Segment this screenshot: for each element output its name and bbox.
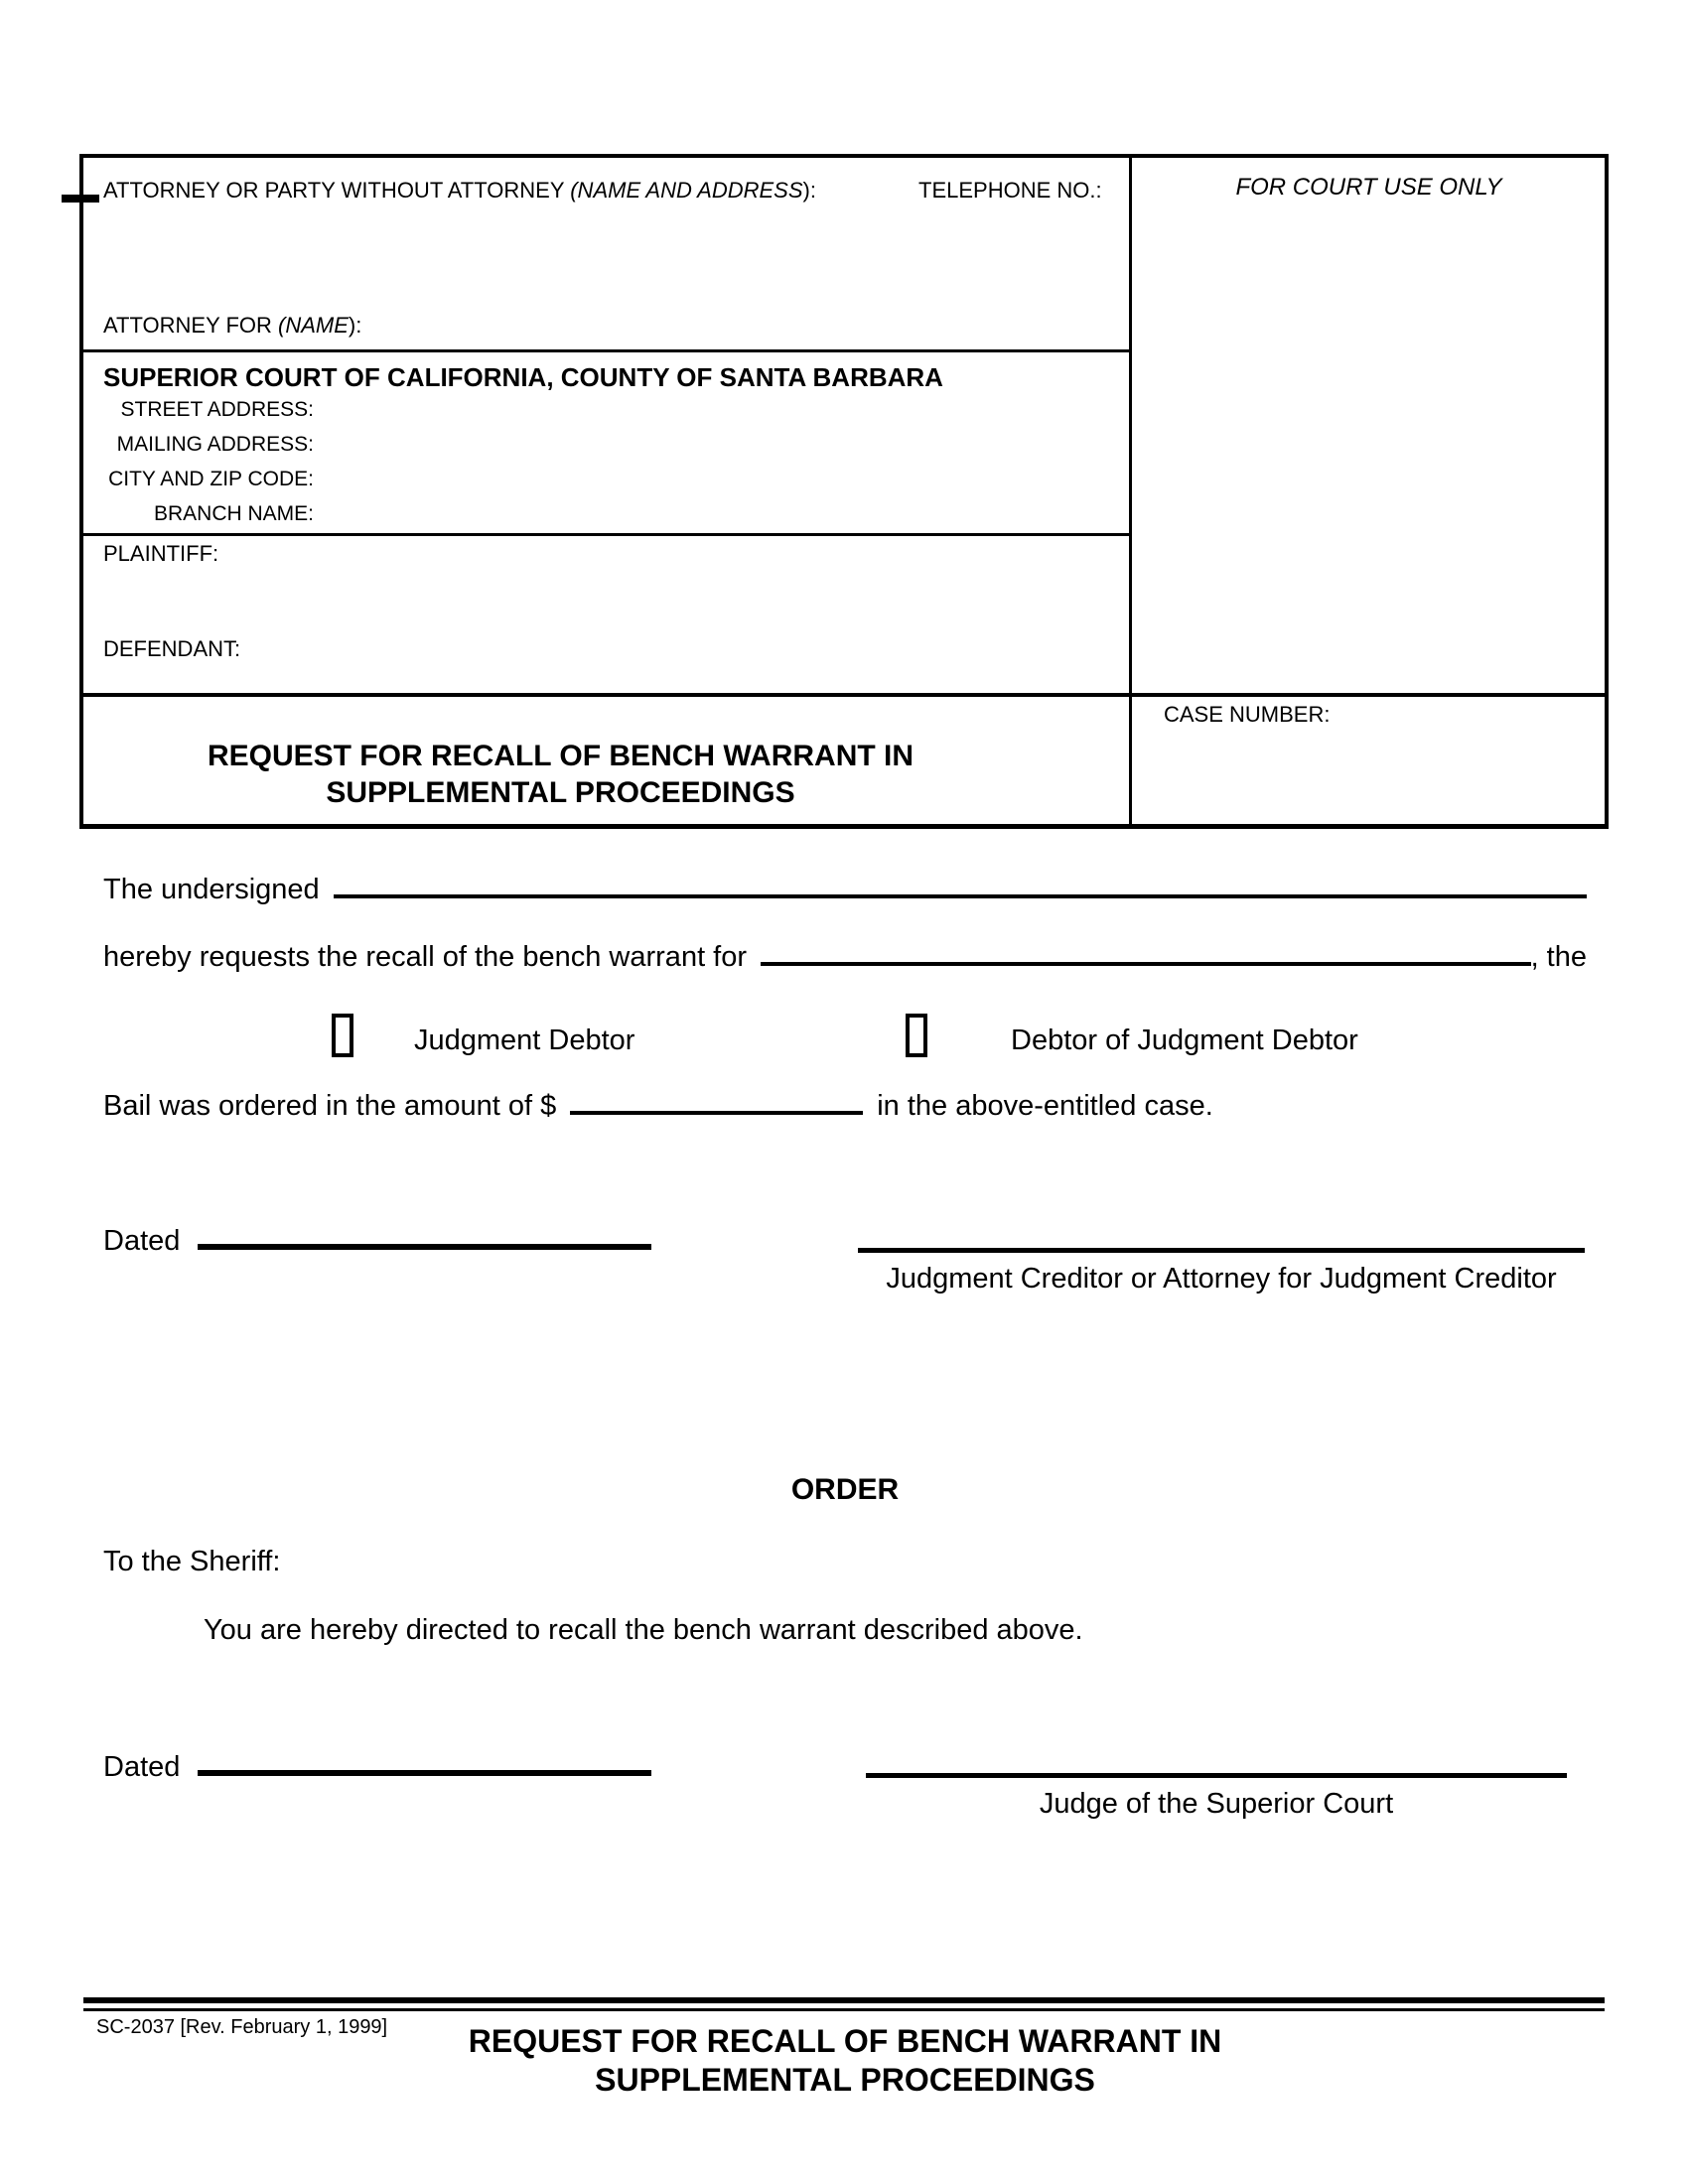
request-line bbox=[103, 941, 1587, 974]
bail-amount-blank-field[interactable] bbox=[570, 1111, 863, 1115]
attorney-for-label bbox=[103, 313, 361, 339]
case-number-label: CASE NUMBER: bbox=[1164, 702, 1331, 727]
directive-line: You are hereby directed to recall the bench warrant described above. bbox=[204, 1614, 1083, 1646]
warrant-name-blank-field[interactable] bbox=[761, 962, 1531, 966]
caption-title-line2: SUPPLEMENTAL PROCEEDINGS bbox=[326, 776, 795, 809]
attorney-label-text: ATTORNEY OR PARTY WITHOUT ATTORNEY bbox=[103, 178, 571, 203]
city-zip-label: CITY AND ZIP CODE: bbox=[108, 468, 314, 490]
bail-suffix: in the above-entitled case. bbox=[877, 1090, 1213, 1122]
footer-title-line2: SUPPLEMENTAL PROCEEDINGS bbox=[595, 2062, 1095, 2098]
attorney-for-suffix: ): bbox=[348, 313, 362, 338]
request-suffix: , the bbox=[1530, 941, 1587, 973]
undersigned-line bbox=[103, 874, 1587, 906]
dated-line-1 bbox=[103, 1225, 651, 1258]
caption-title-line1: REQUEST FOR RECALL OF BENCH WARRANT IN bbox=[207, 740, 914, 772]
date-blank-field-2[interactable] bbox=[198, 1770, 651, 1776]
court-party-divider bbox=[83, 533, 1129, 536]
attorney-for-text: ATTORNEY FOR bbox=[103, 313, 279, 338]
plaintiff-field[interactable] bbox=[222, 539, 1106, 609]
undersigned-blank-field[interactable] bbox=[334, 894, 1587, 898]
attorney-court-divider bbox=[83, 349, 1129, 352]
bail-line bbox=[103, 1090, 1213, 1123]
attorney-name-field[interactable] bbox=[103, 215, 1106, 311]
street-address-label: STREET ADDRESS: bbox=[120, 398, 314, 421]
caption-title bbox=[83, 738, 1129, 811]
column-divider bbox=[1129, 158, 1132, 824]
judgment-debtor-label: Judgment Debtor bbox=[414, 1024, 635, 1056]
signature-caption-2: Judge of the Superior Court bbox=[1039, 1788, 1394, 1820]
plaintiff-label: PLAINTIFF: bbox=[103, 541, 219, 566]
footer-rule-top bbox=[83, 1997, 1605, 2003]
judgment-debtor-checkbox[interactable] bbox=[332, 1014, 353, 1057]
defendant-field[interactable] bbox=[242, 634, 1106, 689]
undersigned-label: The undersigned bbox=[103, 874, 320, 905]
footer-title bbox=[103, 2022, 1587, 2100]
telephone-label: TELEPHONE NO.: bbox=[918, 178, 1102, 203]
sheriff-line: To the Sheriff: bbox=[103, 1546, 281, 1577]
bail-label: Bail was ordered in the amount of $ bbox=[103, 1090, 557, 1122]
attorney-label-italic: (NAME AND ADDRESS bbox=[570, 178, 803, 203]
attorney-label-suffix: ): bbox=[802, 178, 816, 203]
signature-caption-1: Judgment Creditor or Attorney for Judgment Creditor bbox=[886, 1263, 1557, 1295]
case-number-field[interactable] bbox=[1164, 734, 1581, 823]
branch-name-label: BRANCH NAME: bbox=[153, 502, 314, 525]
court-address-field[interactable] bbox=[332, 392, 1106, 531]
debtor-of-judgment-debtor-checkbox[interactable] bbox=[906, 1014, 927, 1057]
order-heading: ORDER bbox=[790, 1473, 900, 1506]
mailing-address-label: MAILING ADDRESS: bbox=[116, 433, 314, 456]
attorney-label bbox=[103, 178, 816, 204]
court-address-labels bbox=[103, 392, 314, 531]
footer-rule-bottom bbox=[83, 2008, 1605, 2011]
caption-box bbox=[79, 154, 1609, 829]
party-title-divider bbox=[83, 693, 1605, 697]
footer-title-line1: REQUEST FOR RECALL OF BENCH WARRANT IN bbox=[468, 2023, 1222, 2059]
debtor-of-judgment-debtor-label: Debtor of Judgment Debtor bbox=[1011, 1024, 1358, 1056]
request-label: hereby requests the recall of the bench warrant for bbox=[103, 941, 748, 973]
defendant-label: DEFENDANT: bbox=[103, 636, 241, 661]
court-name: SUPERIOR COURT OF CALIFORNIA, COUNTY OF SANTA BARBARA bbox=[103, 362, 943, 392]
dated-label-1: Dated bbox=[103, 1225, 181, 1257]
signature-line-2[interactable] bbox=[866, 1773, 1567, 1778]
dated-line-2 bbox=[103, 1751, 651, 1784]
form-number: SC-2037 [Rev. February 1, 1999] bbox=[96, 2016, 388, 2038]
dated-label-2: Dated bbox=[103, 1751, 181, 1783]
attorney-for-italic: (NAME bbox=[278, 313, 349, 338]
date-blank-field-1[interactable] bbox=[198, 1244, 651, 1250]
signature-line-1[interactable] bbox=[858, 1248, 1585, 1253]
for-court-use-only-label: FOR COURT USE ONLY bbox=[1235, 174, 1502, 201]
